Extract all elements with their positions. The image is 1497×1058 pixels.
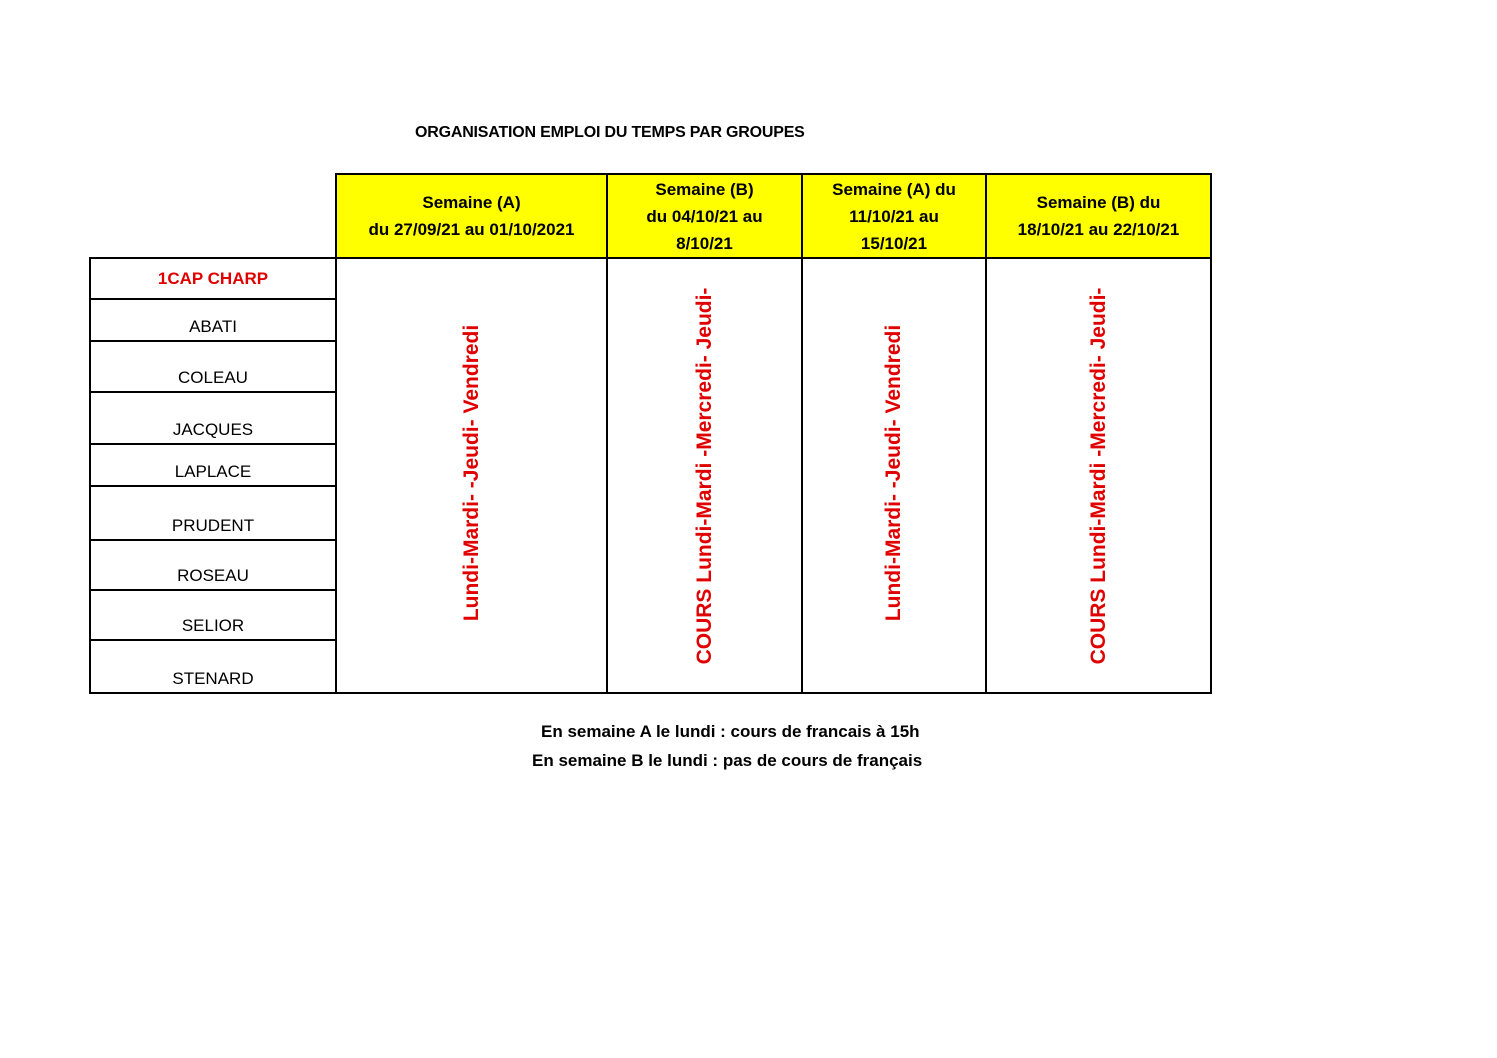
schedule-text-2: COURS Lundi-Mardi -Mercredi- Jeudi- bbox=[692, 287, 716, 664]
week-header-2-line2: du 04/10/21 au bbox=[646, 206, 763, 226]
week-header-4-line1: Semaine (B) du bbox=[1036, 193, 1161, 212]
note-week-b: En semaine B le lundi : pas de cours de français bbox=[532, 751, 923, 770]
student-row: PRUDENT bbox=[91, 487, 335, 541]
week-header-2 bbox=[606, 173, 803, 259]
schedule-cell-4 bbox=[985, 257, 1212, 694]
page-title: ORGANISATION EMPLOI DU TEMPS PAR GROUPES bbox=[415, 124, 805, 141]
week-header-3-line3: 15/10/21 bbox=[860, 233, 928, 253]
student-row: JACQUES bbox=[91, 393, 335, 445]
schedule-cell-2 bbox=[606, 257, 803, 694]
group-label: 1CAP CHARP bbox=[91, 259, 335, 300]
student-row: LAPLACE bbox=[91, 445, 335, 487]
week-header-4 bbox=[985, 173, 1212, 259]
week-header-2-line1: Semaine (B) bbox=[655, 179, 754, 199]
schedule-text-3: Lundi-Mardi- -Jeudi- Vendredi bbox=[882, 324, 905, 621]
student-row: SELIOR bbox=[91, 591, 335, 641]
week-header-3-line1: Semaine (A) du bbox=[832, 179, 956, 199]
schedule-cell-1 bbox=[335, 257, 608, 694]
note-week-a: En semaine A le lundi : cours de francais à 15h bbox=[541, 722, 920, 741]
week-header-4-line2: 18/10/21 au 22/10/21 bbox=[1017, 220, 1180, 239]
schedule-text-1: Lundi-Mardi- -Jeudi- Vendredi bbox=[459, 324, 483, 621]
week-header-2-line3: 8/10/21 bbox=[676, 233, 733, 253]
week-header-1 bbox=[335, 173, 608, 259]
student-list bbox=[89, 257, 337, 694]
week-header-1-line1: Semaine (A) bbox=[422, 193, 521, 212]
student-row: ABATI bbox=[91, 300, 335, 342]
week-header-3-line2: 11/10/21 au bbox=[849, 206, 939, 226]
schedule-cell-3 bbox=[801, 257, 987, 694]
week-header-1-line2: du 27/09/21 au 01/10/2021 bbox=[368, 220, 575, 239]
schedule-text-4: COURS Lundi-Mardi -Mercredi- Jeudi- bbox=[1086, 287, 1110, 664]
week-header-3 bbox=[801, 173, 987, 259]
student-row: STENARD bbox=[172, 669, 254, 688]
student-row: ROSEAU bbox=[91, 541, 335, 591]
student-row: COLEAU bbox=[91, 342, 335, 393]
